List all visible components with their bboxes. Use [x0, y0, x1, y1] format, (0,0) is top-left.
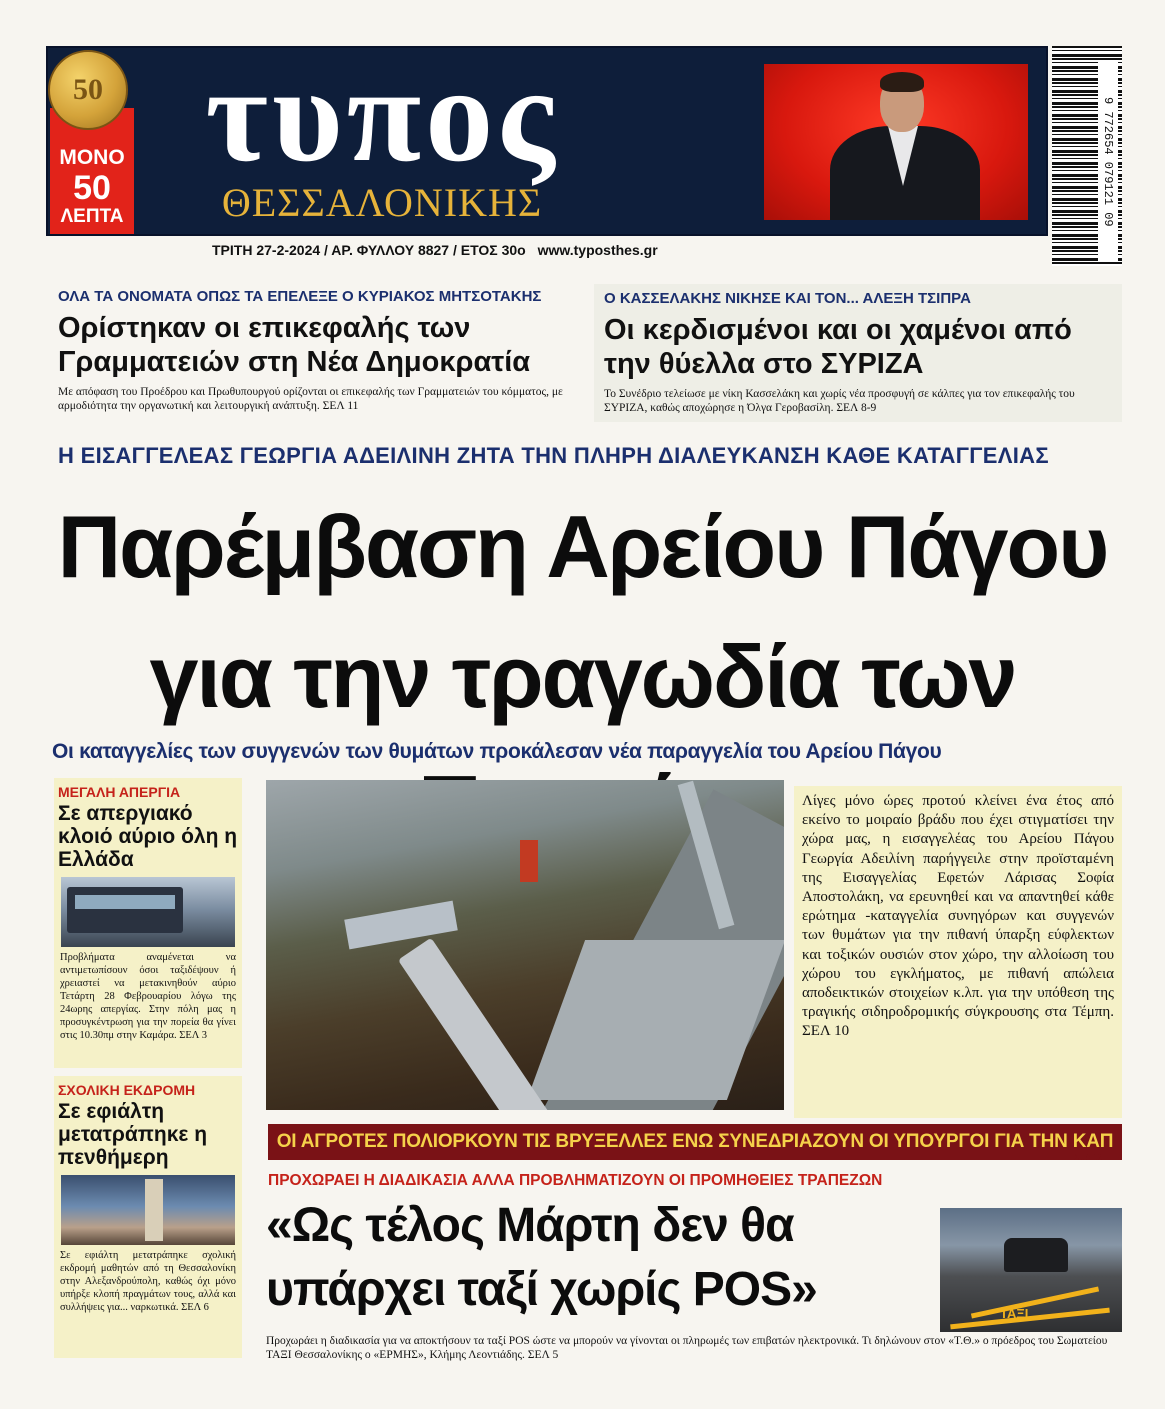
newspaper-logo[interactable]: τυπος [205, 40, 559, 190]
story-headline[interactable]: Ορίστηκαν οι επικεφαλής των Γραμματειών στη Νέα Δημοκρατία [58, 312, 531, 378]
bus-shape [67, 887, 183, 933]
taxi-road-text: ΤΑΞΙ [1000, 1306, 1029, 1321]
farmers-headline: ΟΙ ΑΓΡΟΤΕΣ ΠΟΛΙΟΡΚΟΥΝ ΤΙΣ ΒΡΥΞΕΛΛΕΣ ΕΝΩ ΣΥΝΕΔΡΙΑΖΟΥΝ ΟΙ ΥΠΟΥΡΓΟΙ ΓΙΑ ΤΗΝ ΚΑΠ [276, 1131, 1114, 1152]
clock-tower-shape [145, 1179, 163, 1241]
main-story-text: Λίγες μόνο ώρες προτού κλείνει ένα έτος από εκείνο το μοιραίο βράδυ που έχει στιγματίσει την χώρα μας, η εισαγγελέας του Αρείου Πάγου Γεωργία Αδειλίνη παρήγγειλε στην προϊσταμένη της Εισαγγελίας Εφετών Λάρισας Σοφία Αποστολάκη, να ερευνηθεί και να απαντηθεί κάθε ερώτημα -καταγγελία συνηγόρων και συγγενών των θυμάτων για την πιθανή ύπαρξη εύφλεκτων και τοξικών ουσιών στον χώρο, την αλλοίωση του χώρου του εγκλήματος, με πιθανή απώλεια αποδεικτικών στοιχείων κ.λπ. για την υπόθεση της τραγικής σιδηροδρομικής σύγκρουσης στα Τέμπη. ΣΕΛ 10 [802, 793, 1114, 1040]
story-kicker: ΟΛΑ ΤΑ ΟΝΟΜΑΤΑ ΟΠΩΣ ΤΑ ΕΠΕΛΕΞΕ Ο ΚΥΡΙΑΚΟΣ ΜΗΤΣΟΤΑΚΗΣ [58, 288, 542, 305]
train-crash-photo[interactable] [266, 780, 784, 1110]
wall-shape [527, 940, 784, 1100]
price-line-2: 50 [73, 169, 111, 207]
coin-icon [48, 50, 128, 130]
story-new-democracy[interactable] [58, 288, 578, 413]
person-hair [880, 72, 924, 92]
price-line-3: ΛΕΠΤΑ [60, 206, 124, 227]
story-body: Προβλήματα αναμένεται να αντιμετωπίσουν όσοι ταξιδέψουν ή χρειαστεί να μετακινηθούν αύριο Τετάρτη 28 Φεβρουαρίου λόγω της 24ωρης απεργίας. Στην πόλη μας η προσυγκέντρωση για την πορεία θα γίνει στις 10.30πμ στην Καμάρα. ΣΕΛ 3 [60, 952, 236, 1041]
story-syriza[interactable] [594, 284, 1122, 422]
pos-story-body: Προχωράει η διαδικασία για να αποκτήσουν τα ταξί POS ώστε να μπορούν να γίνονται οι πληρωμές των επιβατών ηλεκτρονικά. Τι δηλώνουν στον «Τ.Θ.» ο πρόεδρος του Σωματείου ΤΑΞΙ Θεσσαλονίκης ο «ΕΡΜΗΣ», Κλήμης Λεοντιάδης. ΣΕΛ 5 [266, 1335, 1108, 1361]
car-shape [1004, 1238, 1068, 1272]
main-story-kicker: Η ΕΙΣΑΓΓΕΛΕΑΣ ΓΕΩΡΓΙΑ ΑΔΕΙΛΙΝΗ ΖΗΤΑ ΤΗΝ ΠΛΗΡΗ ΔΙΑΛΕΥΚΑΝΣΗ ΚΑΘΕ ΚΑΤΑΓΓΕΛΙΑΣ [58, 443, 1049, 468]
main-story-body [794, 786, 1122, 1118]
story-summary: Με απόφαση του Προέδρου και Πρωθυπουργού ορίζονται οι επικεφαλής των Γραμματειών του κόμματος, με αρμοδιότητα την οργανωτική και λειτουργική ανάπτυξη. ΣΕΛ 11 [58, 386, 563, 412]
story-kicker: Ο ΚΑΣΣΕΛΑΚΗΣ ΝΙΚΗΣΕ ΚΑΙ ΤΟΝ... ΑΛΕΞΗ ΤΣΙΠΡΑ [604, 290, 971, 307]
story-school-trip[interactable] [54, 1076, 242, 1358]
farmers-page-ref: ΣΕΛ 12 [1074, 1152, 1103, 1162]
story-summary: Το Συνέδριο τελείωσε με νίκη Κασσελάκη και χωρίς νέα προσφυγή σε κάλπες για τον επικεφαλής του ΣΥΡΙΖΑ, καθώς αποχώρησε η Όλγα Γεροβασίλη. ΣΕΛ 8-9 [604, 388, 1075, 414]
newspaper-logo-subtitle: ΘΕΣΣΑΛΟΝΙΚΗΣ [221, 180, 543, 225]
pos-story-headline[interactable]: «Ως τέλος Μάρτη δεν θα υπάρχει ταξί χωρίς POS» [266, 1199, 817, 1316]
masthead [46, 40, 1048, 262]
dateline [212, 242, 658, 258]
farmers-banner[interactable] [268, 1124, 1122, 1160]
story-headline[interactable]: Οι κερδισμένοι και οι χαμένοι από την θύελλα στο ΣΥΡΙΖΑ [604, 314, 1072, 380]
pos-story-kicker: ΠΡΟΧΩΡΑΕΙ Η ΔΙΑΔΙΚΑΣΙΑ ΑΛΛΑ ΠΡΟΒΛΗΜΑΤΙΖΟΥΝ ΟΙ ΠΡΟΜΗΘΕΙΕΣ ΤΡΑΠΕΖΩΝ [268, 1172, 883, 1189]
story-body: Σε εφιάλτη μετατράπηκε σχολική εκδρομή μαθητών από τη Θεσσαλονίκη στην Αλεξανδρούπολη, καθώς όχι μόνο υπήρξε κλοπή πραγμάτων τους, αλλά και συλλήψεις για... ναρκωτικά. ΣΕΛ 6 [60, 1250, 236, 1313]
story-headline[interactable]: Σε απεργιακό κλοιό αύριο όλη η Ελλάδα [58, 802, 238, 871]
main-headline-line-2: για την τραγωδία των [149, 627, 1016, 726]
story-headline[interactable]: Σε εφιάλτη μετατράπηκε η πενθήμερη [58, 1100, 208, 1169]
wagon-shape [344, 901, 458, 950]
wagon-shape [398, 938, 554, 1110]
main-headline-line-1: Παρέμβαση Αρείου Πάγου [57, 497, 1108, 596]
main-story-deck: Οι καταγγελίες των συγγενών των θυμάτων προκάλεσαν νέα παραγγελία του Αρείου Πάγου [52, 740, 942, 763]
coin-value: 50 [73, 73, 103, 106]
masthead-photo[interactable] [764, 64, 1028, 220]
issue-info: ΤΡΙΤΗ 27-2-2024 / ΑΡ. ΦΥΛΛΟΥ 8827 / ΕΤΟΣ 30ο [212, 242, 526, 258]
website-link[interactable]: www.typosthes.gr [537, 242, 658, 258]
story-kicker: ΣΧΟΛΙΚΗ ΕΚΔΡΟΜΗ [58, 1082, 196, 1098]
price-line-1: ΜΟΝΟ [59, 146, 125, 169]
story-strike[interactable] [54, 778, 242, 1068]
road-marking [950, 1308, 1110, 1330]
school-trip-photo[interactable] [61, 1175, 235, 1245]
taxi-photo[interactable] [940, 1208, 1122, 1332]
barcode-number: 9 772654 079121 09 [1098, 62, 1118, 262]
strike-photo[interactable] [61, 877, 235, 947]
train-shape [520, 840, 538, 882]
story-kicker: ΜΕΓΑΛΗ ΑΠΕΡΓΙΑ [58, 784, 181, 800]
left-column [54, 778, 242, 1358]
